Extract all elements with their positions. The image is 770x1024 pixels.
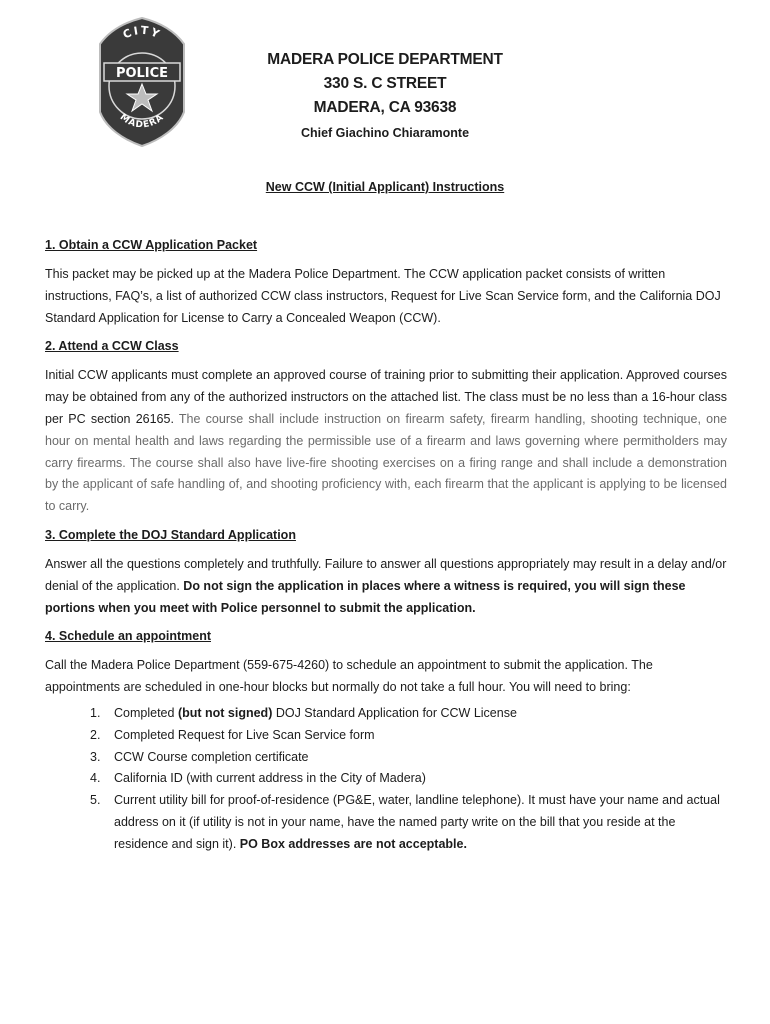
section-2-heading: 2. Attend a CCW Class (45, 339, 179, 354)
list-item-number: 5. (90, 793, 101, 808)
section-3-body-main: Answer all the questions completely and truthfully. Failure to answer all questions appropriately may result in a delay and/or denial of the application. (45, 556, 727, 593)
section-1-heading: 1. Obtain a CCW Application Packet (45, 238, 258, 252)
list-item-text: Completed (114, 705, 178, 720)
city-address: MADERA, CA 93638 (313, 99, 457, 116)
document-body (45, 236, 727, 856)
section-2-body-course: The course shall include instruction on firearm safety, firearm handling, shooting technique, one hour on mental health and laws regarding the permissible use of a firearm and laws governing where permitholders may carry firearms. The course shall also have live-fire shooting exercises on a firing range and shall include a demonstration by the applicant of safe handling of, and shooting proficiency with, each firearm that the applicant is applying to be licensed to carry. (45, 411, 727, 514)
list-item-number: 3. (90, 749, 101, 764)
section-2-body-main: Initial CCW applicants must complete an approved course of training prior to submitting their application. Approved courses may be obtained from any of the authorized instructors on the attached list. The class must be no less than a 16-hour class per PC section 26165. (45, 368, 727, 426)
list-item-emphasis: (but not signed) (177, 705, 273, 720)
section-1-body: This packet may be picked up at the Madera Police Department. The CCW application packet consists of written instructions, FAQ’s, a list of authorized CCW class instructors, Request for Live Scan Service form, and the California DOJ Standard Application for License to Carry a Concealed Weapon (CCW). (45, 267, 721, 325)
letterhead (200, 48, 570, 140)
document-title: New CCW (Initial Applicant) Instructions (265, 180, 505, 194)
list-item-text: Completed Request for Live Scan Service form (114, 727, 375, 742)
list-item (90, 768, 727, 790)
required-items-list (45, 703, 727, 856)
list-item-text: Current utility bill for proof-of-residence (PG&E, water, landline telephone). It must have your name and actual address on it (if utility is not in your name, have the named party write on the bill that you reside at the residence and sign it). (114, 793, 720, 851)
list-item (90, 725, 727, 747)
street-address: 330 S. C STREET (323, 75, 447, 92)
section-4-body: Call the Madera Police Department (559-675-4260) to schedule an appointment to submit the application. The appointments are scheduled in one-hour blocks but normally do not take a full hour. You will need to bring: (45, 658, 653, 695)
chief-name: Chief Giachino Chiaramonte (300, 126, 470, 140)
department-name: MADERA POLICE DEPARTMENT (267, 51, 503, 68)
list-item (90, 703, 727, 725)
section-2-body (45, 365, 727, 518)
badge-top-text: CITY (120, 23, 164, 42)
badge-bottom-text: MADERA (117, 112, 167, 131)
badge-center-text: POLICE (115, 66, 169, 81)
list-item-number: 2. (90, 727, 101, 742)
list-item (90, 747, 727, 769)
list-item-number: 4. (90, 771, 101, 786)
section-3-body (45, 554, 727, 619)
section-3-body-warning: Do not sign the application in places where a witness is required, you will sign these portions when you meet with Police personnel to submit the application. (45, 578, 686, 615)
section-4-heading: 4. Schedule an appointment (45, 629, 211, 644)
list-item-text: California ID (with current address in the City of Madera) (114, 771, 426, 786)
list-item-emphasis: PO Box addresses are not acceptable. (239, 836, 467, 851)
section-3-heading: 3. Complete the DOJ Standard Application (45, 527, 296, 542)
list-item (90, 790, 727, 855)
list-item-text: CCW Course completion certificate (114, 749, 309, 764)
list-item-text-end: DOJ Standard Application for CCW License (272, 705, 517, 720)
list-item-number: 1. (90, 705, 101, 720)
police-badge-logo (96, 16, 188, 148)
